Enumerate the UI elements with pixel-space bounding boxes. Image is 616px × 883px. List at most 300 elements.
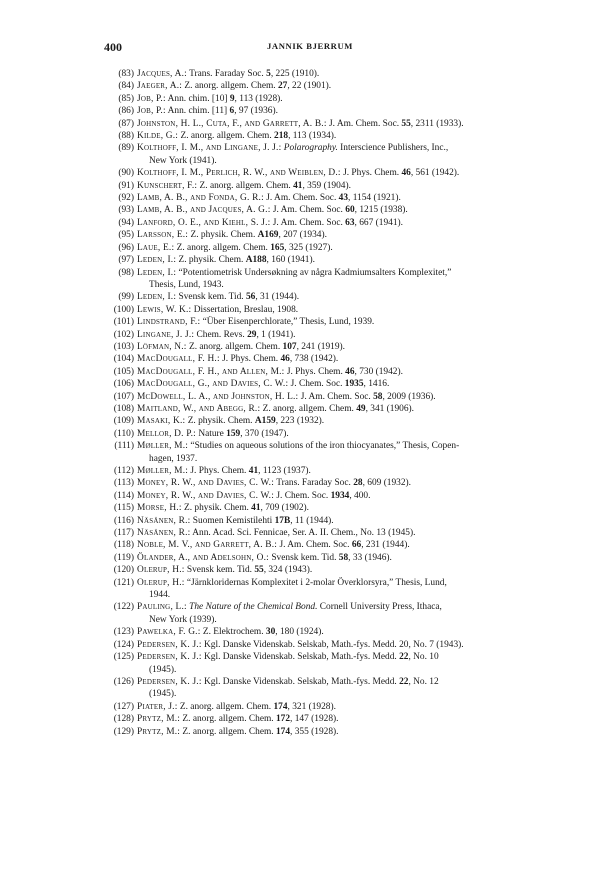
reference-pages: , 97 (1936). [234,106,278,117]
reference-source: J. Phys. Chem. [284,366,346,377]
reference-author: Piater, J.: [137,701,178,712]
reference-author: Kilde, G.: [137,131,179,142]
reference-text [137,119,464,129]
reference-text [137,429,289,439]
reference-volume: 107 [282,341,297,352]
running-head: JANNIK BJERRUM [267,41,353,51]
reference-continuation: 1944. [149,590,171,601]
reference-number: (108) [113,403,134,414]
reference-number: (103) [113,341,134,352]
reference-number: (87) [118,118,134,129]
reference-volume: 55 [254,565,264,576]
reference-number: (83) [118,69,134,79]
reference-volume: 49 [356,403,366,414]
reference-volume: 1935 [344,379,364,390]
reference-source: Z. anorg. allgem. Chem. [260,403,357,414]
reference-source: Z. anorg. allgem. Chem. [180,714,276,725]
reference-pages: , 359 (1904). [302,180,351,191]
reference-text [137,181,351,191]
reference-source: J. Chem. Soc. [288,379,345,390]
reference-entry [104,490,516,502]
reference-pages: , 225 (1910). [270,69,320,79]
reference-number: (127) [113,701,134,712]
reference-source: J. Am. Chem. Soc. [277,540,352,551]
reference-source: Z. anorg. allgem. Chem. [178,131,275,142]
reference-volume: 159 [226,428,241,439]
reference-text [137,627,324,637]
reference-entry [104,93,516,105]
reference-entry [104,502,516,514]
reference-number: (102) [113,329,134,340]
reference-volume: 56 [245,292,256,303]
reference-volume: A169 [257,230,279,241]
reference-source: Interscience Publishers, Inc., [337,143,449,154]
reference-source: Z. physik. Chem. [188,230,258,241]
reference-text [137,305,298,315]
reference-pages: , No. 10 [408,652,439,663]
reference-source: Dissertation, Breslau, 1908. [191,304,299,315]
reference-text [137,478,411,488]
reference-volume: 46 [345,366,355,377]
reference-author: Prytz, M.: [137,714,181,725]
reference-volume: 58 [338,552,349,563]
reference-source: J. Am. Chem. Soc. [270,217,346,228]
reference-source: Z. anorg. allgem. Chem. [186,341,283,352]
reference-pages: , 321 (1928). [287,701,336,712]
reference-entry [104,626,516,638]
reference-number: (86) [118,106,134,117]
reference-entry [104,254,516,266]
reference-source: Trans. Faraday Soc. [186,69,267,79]
reference-entry [104,229,516,241]
reference-number: (93) [118,205,134,216]
reference-volume: 58 [373,391,383,402]
reference-author: Lindstrand, F.: [137,317,201,328]
reference-number: (104) [113,354,134,365]
reference-continuation: New York (1939). [149,614,217,625]
reference-author: Näsänen, R.: [137,528,191,539]
reference-entry [104,639,516,651]
reference-pages: , 355 (1928). [290,726,339,737]
reference-pages: , 11 (1944). [290,515,334,526]
reference-source: J. Phys. Chem. [188,466,249,476]
reference-text [137,342,345,352]
reference-author: Pauling, L.: [137,602,187,613]
reference-number: (97) [118,255,134,266]
reference-pages: , 180 (1924). [275,627,324,638]
reference-pages: , 2311 (1933). [410,118,464,129]
reference-number: (106) [113,379,134,390]
reference-author: Job, P.: [137,106,166,117]
reference-author: Noble, M. V., and Garrett, A. B.: [137,540,278,551]
reference-volume: 43 [338,193,349,204]
reference-source: “Järnkloridernas Komplexitet i 2-molar Överklorsyra,” Thesis, Lund, [184,577,447,588]
reference-source: “Studies on aqueous solutions of the iron thiocyanates,” Thesis, Copen- [188,441,460,452]
reference-continuation: New York (1941). [149,155,217,166]
reference-text [137,714,338,724]
reference-volume: 46 [401,168,411,179]
reference-text [137,330,296,340]
reference-entry [104,304,516,316]
reference-pages: , 324 (1943). [263,565,313,576]
reference-source: Suomen Kemistilehti [190,515,275,526]
reference-text [137,317,374,327]
reference-volume: 66 [351,540,362,551]
reference-number: (126) [113,676,134,687]
reference-author: Ölander, A., and Adelsohn, O.: [137,552,269,563]
reference-number: (115) [114,503,134,514]
reference-pages: , 1123 (1937). [258,466,311,476]
reference-author: Lamb, A. B., and Jacques, A. G.: [137,205,271,216]
reference-entry [104,366,516,378]
reference-author: Olerup, H.: [137,577,185,588]
reference-source: Z. physik. Chem. [176,255,246,266]
reference-text [137,503,309,513]
reference-author: Kolthoff, I. M., Perlich, R. W., and Weiblen, D.: [137,168,341,179]
reference-author: Job, P.: [137,93,166,104]
reference-author: Pedersen, K. J.: [137,652,202,663]
reference-source: Z. physik. Chem. [185,416,255,427]
reference-volume: 174 [273,701,288,712]
reference-entry [104,651,516,676]
reference-number: (118) [114,540,134,551]
reference-author: Leden, I.: [137,292,177,303]
reference-source: J. Am. Chem. Soc. [270,205,346,216]
reference-number: (98) [118,267,134,278]
reference-entry [104,130,516,142]
reference-text [137,367,403,377]
page-header [104,40,516,54]
reference-pages: , 1154 (1921). [348,193,401,204]
reference-number: (105) [113,366,134,377]
reference-pages: , 113 (1934). [288,131,337,142]
reference-text [137,540,410,550]
reference-text [137,578,516,602]
reference-author: MacDougall, G., and Davies, C. W.: [137,379,289,390]
reference-pages: , 231 (1944). [361,540,410,551]
reference-author: Lamb, A. B., and Fonda, G. R.: [137,193,264,204]
reference-text [137,354,338,364]
reference-author: Jacques, A.: [137,69,187,79]
reference-pages: , 22 (1901). [287,81,332,92]
reference-text [137,565,312,575]
reference-volume: 218 [274,131,289,142]
reference-pages: , 207 (1934). [278,230,327,241]
reference-entry [104,142,516,167]
reference-volume: A159 [254,416,276,427]
reference-source: Kgl. Danske Videnskab. Selskab, Math.-fys. Medd. [201,676,400,687]
reference-continuation: Thesis, Lund, 1943. [149,279,224,290]
reference-source: Ann. chim. [10] [165,93,230,104]
reference-author: Pedersen, K. J.: [137,639,202,650]
reference-author: McDowell, L. A., and Johnston, H. L.: [137,391,299,402]
reference-source: Chem. Revs. [194,329,248,340]
reference-entry [104,291,516,303]
reference-author: Lanford, O. E., and Kiehl, S. J.: [137,217,271,228]
reference-pages: , 609 (1932). [362,478,412,489]
reference-entry [104,564,516,576]
reference-entry [104,701,516,713]
reference-pages: , 2009 (1936). [382,391,436,402]
reference-text [137,516,334,526]
reference-number: (107) [113,391,134,402]
reference-number: (112) [114,466,134,476]
reference-number: (123) [113,627,134,638]
reference-author: Kunschert, F.: [137,180,198,191]
reference-entry [104,118,516,130]
reference-volume: 29 [247,329,257,340]
reference-number: (124) [113,639,134,650]
reference-text [137,677,516,701]
reference-volume: 41 [293,180,303,191]
reference-author: Lingane, J. J.: [137,329,195,340]
reference-source: “Über Eisenperchlorate,” Thesis, Lund, 1939. [200,317,375,328]
reference-entry [104,415,516,427]
reference-volume: 41 [251,503,261,514]
reference-list [104,68,516,738]
reference-source: Kgl. Danske Videnskab. Selskab, Math.-fys. Medd. 20, No. 7 (1943). [201,639,464,650]
reference-source: “Potentiometrisk Undersøkning av några Kadmiumsalters Komplexitet,” [176,267,452,278]
reference-text [137,466,311,476]
reference-author: Masaki, K.: [137,416,186,427]
reference-author: Johnston, H. L., Cuta, F., and Garrett, A. B.: [137,118,327,129]
reference-author: Lewis, W. K.: [137,304,192,315]
reference-volume: 22 [399,652,409,663]
reference-text [137,193,401,203]
reference-entry [104,341,516,353]
reference-text [137,255,315,265]
reference-text [137,131,336,141]
reference-author: Mellor, D. P.: [137,428,196,439]
reference-entry [104,217,516,229]
reference-entry [104,515,516,527]
reference-entry [104,80,516,92]
reference-entry [104,403,516,415]
reference-source: J. Am. Chem. Soc. [263,193,339,204]
reference-volume: A188 [245,255,267,266]
reference-number: (120) [113,565,134,576]
reference-source: Z. anorg. allgem. Chem. [174,242,271,253]
reference-source: Ann. chim. [11] [165,106,230,117]
reference-volume: 22 [399,676,409,687]
reference-pages: , 113 (1928). [234,93,283,104]
reference-source: Svensk kem. Tid. [184,565,255,576]
reference-number: (100) [113,304,134,315]
reference-number: (96) [118,242,134,253]
reference-text [137,243,333,253]
reference-number: (121) [113,577,134,588]
reference-number: (117) [114,528,134,539]
reference-entry [104,552,516,564]
reference-source: Ann. Acad. Sci. Fennicae, Ser. A. II. Chem., No. 13 (1945). [190,528,416,539]
reference-pages: , 738 (1942). [289,354,339,365]
reference-text [137,528,415,538]
reference-entry [104,527,516,539]
page-number: 400 [104,40,122,54]
reference-source: J. Phys. Chem. [340,168,402,179]
reference-number: (109) [113,416,134,427]
reference-entry [104,539,516,551]
reference-text [137,218,403,228]
reference-pages: , 325 (1927). [284,242,333,253]
reference-text [137,69,319,79]
reference-entry [104,713,516,725]
reference-volume: 5 [266,69,271,79]
reference-pages: , 370 (1947). [240,428,289,439]
reference-author: Prytz, M.: [137,726,181,737]
reference-entry [104,105,516,117]
reference-entry [104,391,516,403]
reference-text [137,143,516,167]
reference-author: Money, R. W., and Davies, C. W.: [137,490,275,501]
reference-number: (91) [118,180,134,191]
reference-text [137,81,331,91]
reference-entry [104,192,516,204]
reference-pages: , 561 (1942). [410,168,460,179]
reference-pages: , 730 (1942). [354,366,403,377]
reference-number: (101) [113,317,134,328]
reference-volume: 9 [229,93,235,104]
reference-source: Z. anorg. allgem. Chem. [197,180,294,191]
reference-author: MacDougall, F. H.: [137,354,220,365]
reference-text [137,652,516,676]
reference-entry [104,676,516,701]
reference-number: (111) [114,441,134,452]
reference-author: Laue, E.: [137,242,175,253]
reference-number: (85) [118,93,134,104]
reference-number: (84) [118,81,134,92]
reference-source: Z. anorg. allgem. Chem. [182,81,278,92]
reference-text [137,441,516,465]
reference-author: Pawelka, F. G.: [137,627,201,638]
reference-source: Cornell University Press, Ithaca, [317,602,442,613]
reference-pages: , No. 12 [408,676,439,687]
reference-volume: 165 [270,242,285,253]
reference-text [137,602,516,626]
reference-entry [104,465,516,477]
reference-title: The Nature of the Chemical Bond. [186,602,318,613]
reference-author: Møller, M.: [137,466,189,476]
reference-pages: , 31 (1944). [255,292,300,303]
reference-number: (116) [114,515,134,526]
reference-pages: , 341 (1906). [365,403,414,414]
reference-source: Z. physik. Chem. [181,503,252,514]
reference-text [137,292,299,302]
reference-source: J. Chem. Soc. [274,490,331,501]
reference-entry [104,428,516,440]
reference-number: (125) [113,652,134,663]
reference-pages: , 147 (1928). [290,714,339,725]
reference-source: Svensk kem. Tid. [176,292,246,303]
reference-entry [104,242,516,254]
reference-number: (88) [118,131,134,142]
reference-author: Löfman, N.: [137,341,187,352]
reference-source: Z. anorg. allgem. Chem. [177,701,274,712]
reference-number: (110) [114,428,134,439]
reference-source: Svensk kem. Tid. [268,552,339,563]
reference-volume: 17B [274,515,291,526]
reference-number: (119) [114,552,134,563]
reference-entry [104,378,516,390]
reference-entry [104,577,516,602]
reference-author: Larsson, E.: [137,230,189,241]
reference-number: (99) [118,292,134,303]
reference-author: Pedersen, K. J.: [137,676,202,687]
reference-pages: , 1416. [363,379,390,390]
reference-text [137,205,408,215]
reference-title: Polarography. [281,143,338,154]
reference-source: J. Am. Chem. Soc. [298,391,374,402]
reference-entry [104,353,516,365]
reference-text [137,553,392,563]
reference-text [137,168,459,178]
reference-source: Kgl. Danske Videnskab. Selskab, Math.-fys. Medd. [201,652,400,663]
reference-author: Morse, H.: [137,503,182,514]
reference-source: J. Am. Chem. Soc. [326,118,402,129]
reference-continuation: (1945). [149,664,177,675]
reference-text [137,392,436,402]
reference-author: Jaeger, A.: [137,81,183,92]
reference-source: Z. Elektrochem. [200,627,266,638]
reference-text [137,379,389,389]
reference-number: (113) [114,478,134,489]
reference-number: (129) [113,726,134,737]
reference-author: MacDougall, F. H., and Allen, M.: [137,366,285,377]
reference-text [137,404,414,414]
reference-author: Maitland, W., and Abegg, R.: [137,403,261,414]
reference-number: (92) [118,193,134,204]
reference-volume: 60 [345,205,355,216]
reference-number: (94) [118,217,134,228]
reference-volume: 41 [248,466,259,476]
reference-volume: 28 [353,478,363,489]
reference-volume: 172 [275,714,291,725]
reference-pages: , 160 (1941). [266,255,315,266]
reference-entry [104,167,516,179]
reference-author: Kolthoff, I. M., and Lingane, J. J.: [137,143,282,154]
reference-text [137,491,370,501]
reference-author: Näsänen, R.: [137,515,191,526]
reference-volume: 6 [229,106,235,117]
reference-volume: 55 [401,118,411,129]
reference-entry [104,329,516,341]
reference-text [137,702,336,712]
reference-entry [104,316,516,328]
reference-number: (90) [118,168,134,179]
reference-author: Olerup, H.: [137,565,185,576]
reference-text [137,640,464,650]
reference-volume: 1934 [330,490,350,501]
reference-author: Leden, I.: [137,267,177,278]
reference-entry [104,726,516,738]
reference-text [137,268,516,292]
reference-text [137,230,327,240]
reference-entry [104,180,516,192]
reference-text [137,416,324,426]
reference-volume: 46 [280,354,290,365]
reference-text [137,727,338,737]
reference-volume: 30 [265,627,276,638]
reference-entry [104,440,516,465]
reference-source: Nature [195,428,227,439]
reference-source: Z. anorg. allgem. Chem. [180,726,276,737]
reference-author: Leden, I.: [137,255,177,266]
reference-continuation: (1945). [149,689,177,700]
reference-pages: , 241 (1919). [296,341,346,352]
reference-number: (95) [118,230,134,241]
reference-entry [104,601,516,626]
reference-author: Møller, M.: [137,441,189,452]
